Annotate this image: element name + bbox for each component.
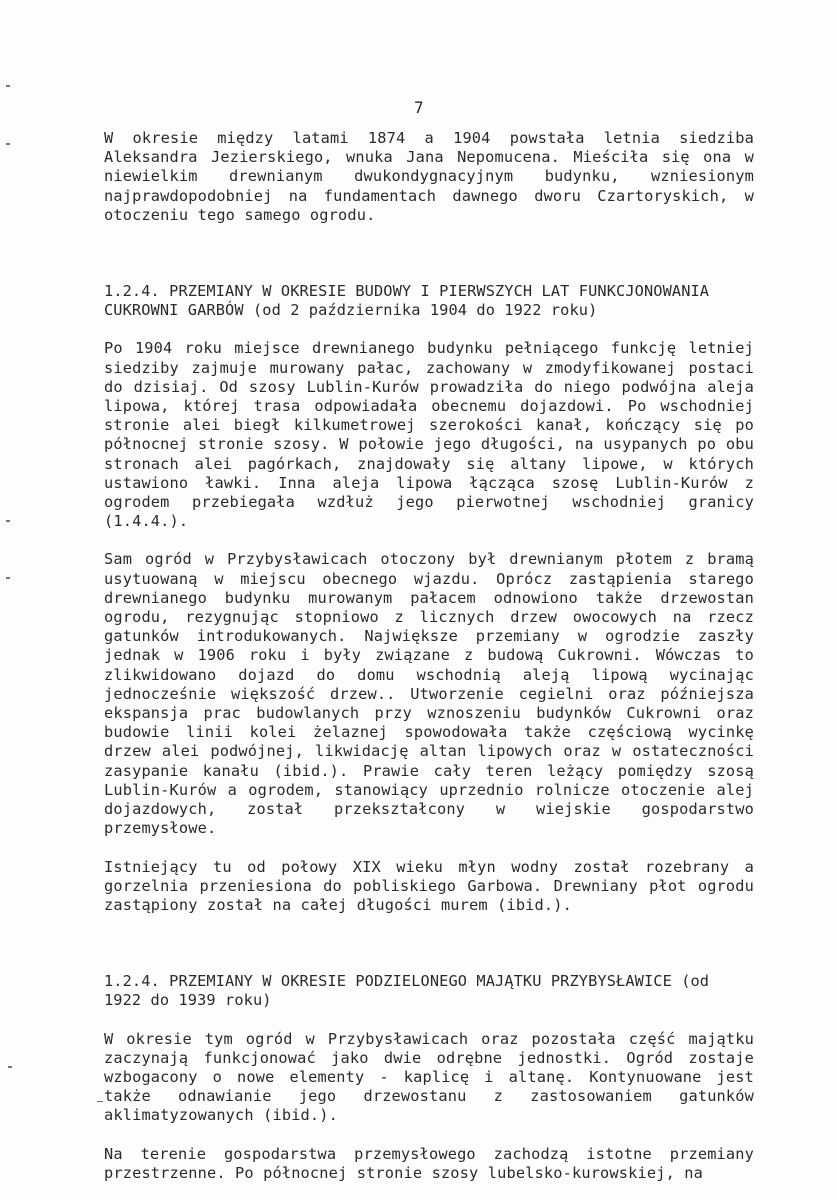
section-heading-1904-1922: 1.2.4. PRZEMIANY W OKRESIE BUDOWY I PIERWSZYCH LAT FUNKCJONOWANIA CUKROWNI GARBÓW (od 2 października 1904 do 1922 roku) [104, 282, 710, 320]
paragraph-intro: W okresie między latami 1874 a 1904 powstała letnia siedziba Aleksandra Jezierskiego, wnuka Jana Nepomucena. Mieściła się ona w niewielkim drewnianym dwukondygnacyjnym budynku, wzniesionym najprawdopodobniej na fundamentach dawnego dworu Czartoryskich, w otoczeniu tego samego ogrodu. [104, 129, 754, 224]
paragraph-industrial-farm: Na terenie gospodarstwa przemysłowego zachodzą istotne przemiany przestrzenne. Po północnej stronie szosy lubelsko-kurowskiej, na [104, 1144, 754, 1182]
scan-mark [6, 577, 10, 579]
paragraph-mill: Istniejący tu od połowy XIX wieku młyn wodny został rozebrany a gorzelnia przeniesiona do pobliskiego Garbowa. Drewniany płot ogrodu zastąpiony został na całej długości murem (ibid.). [104, 857, 754, 914]
paragraph-palace: Po 1904 roku miejsce drewnianego budynku pełniącego funkcję letniej siedziby zajmuje murowany pałac, zachowany w zmodyfikowanej postaci do dzisiaj. Od szosy Lublin-Kurów prowadziła do niego podwójna aleja lipowa, której trasa odpowiadała obecnemu dojazdowi. Po wschodniej stronie alei biegł kilkumetrowej szerokości kanał, kończący się po północnej stronie szosy. W połowie jego długości, na usypanych po obu stronach alei pagórkach, znajdowały się altany lipowe, w których ustawiono ławki. Inna aleja lipowa łącząca szosę Lublin-Kurów z ogrodem przebiegała wzdłuż jego pierwotnej wschodniej granicy (1.4.4.). [104, 339, 754, 531]
paragraph-garden-changes: Sam ogród w Przybysławicach otoczony był drewnianym płotem z bramą usytuowaną w miejscu obecnego wjazdu. Oprócz zastąpienia starego drewnianego budynku murowanym pałacem odnowiono także drzewostan ogrodu, rezygnując stopniowo z licznych drzew owocowych na rzecz gatunków introdukowanych. Największe przemiany w ogrodzie zaszły jednak w 1906 roku i były związane z budową Cukrowni. Wówczas to zlikwidowano dojazd do domu wschodnią aleją lipową wycinając jednocześnie większość drzew.. Utworzenie cegielni oraz późniejsza ekspansja prac budowlanych przy wznoszeniu budynków Cukrowni oraz budowie linii kolei żelaznej spowodowała także częściową wycinkę drzew alei podwójnej, likwidację altan lipowych oraz w ostateczności zasypanie kanału (ibid.). Prawie cały teren leżący pomiędzy szosą Lublin-Kurów a ogrodem, stanowiący uprzednio rolnicze otoczenie alej dojazdowych, został przekształcony w wiejskie gospodarstwo przemysłowe. [104, 550, 754, 838]
scan-mark [6, 520, 10, 522]
paragraph-two-units: W okresie tym ogród w Przybysławicach oraz pozostała część majątku zaczynają funkcjonować jako dwie odrębne jednostki. Ogród zostaje wzbogacony o nowe elementy - kaplicę i altanę. Kontynuowane jest także odnawianie jego drzewostanu z zastosowaniem gatunków aklimatyzowanych (ibid.). [104, 1029, 754, 1125]
scan-mark [8, 1066, 12, 1068]
section-heading-1922-1939: 1.2.4. PRZEMIANY W OKRESIE PODZIELONEGO MAJĄTKU PRZYBYSŁAWICE (od 1922 do 1939 roku) [104, 972, 710, 1010]
scan-mark [97, 1101, 103, 1102]
scan-mark [6, 143, 10, 145]
scan-mark [6, 85, 10, 87]
document-body [104, 129, 754, 1183]
page-number: 7 [414, 98, 424, 117]
